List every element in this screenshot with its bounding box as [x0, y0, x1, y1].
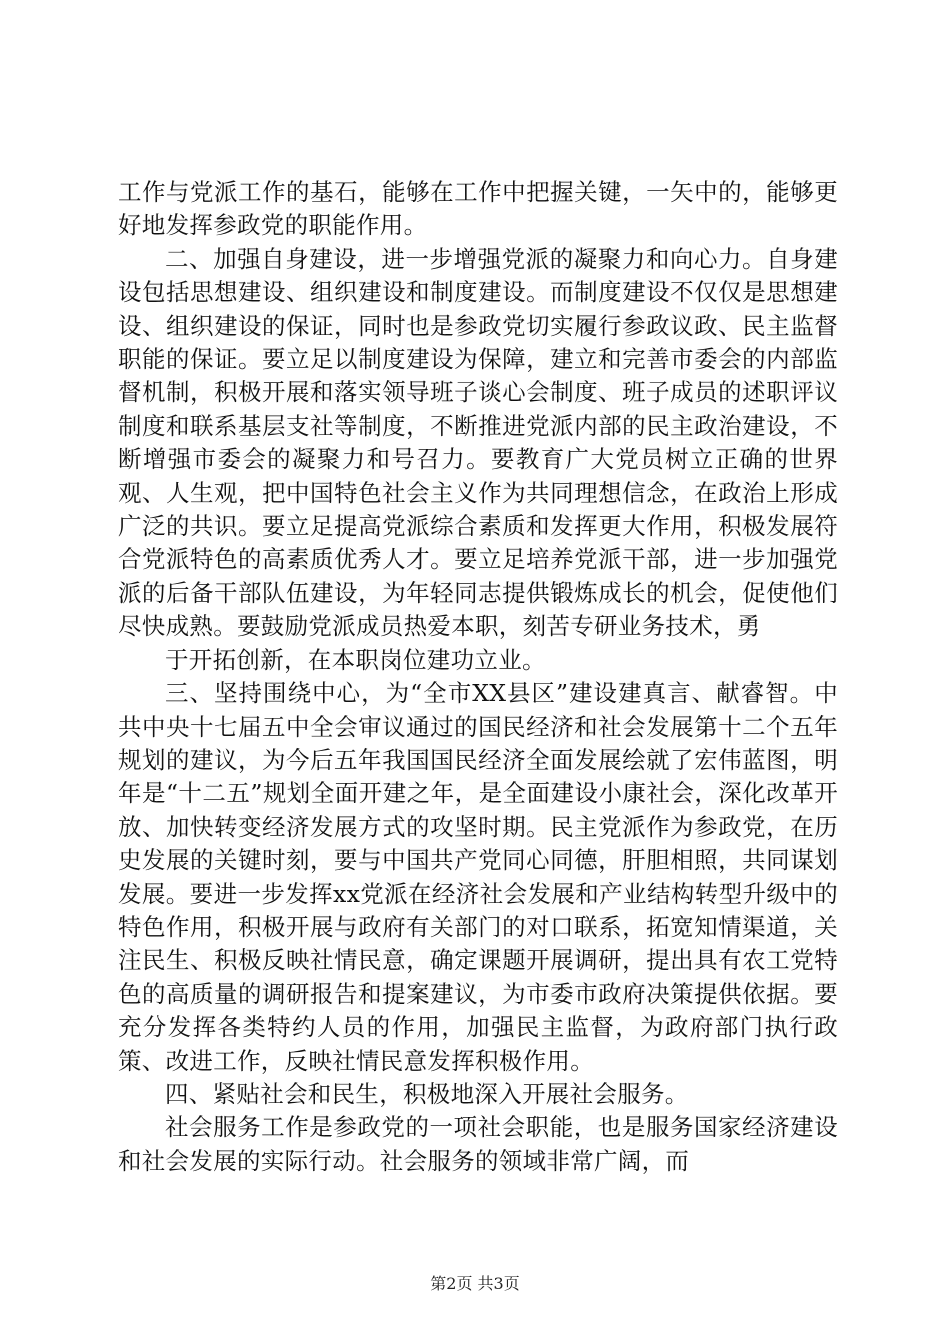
- page-number-footer: 第2页 共3页: [430, 1274, 520, 1293]
- paragraph-section-two-tail: 于开拓创新，在本职岗位建功立业。: [165, 645, 546, 674]
- paragraph-section-four: 社会服务工作是参政党的一项社会职能，也是服务国家经济建设和社会发展的实际行动。社会服务的领域非常广阔，而: [118, 1113, 838, 1175]
- paragraph-section-two: 二、加强自身建设，进一步增强党派的凝聚力和向心力。自身建设包括思想建设、组织建设和制度建设。而制度建设不仅仅是思想建设、组织建设的保证，同时也是参政党切实履行参政议政、民主监督职能的保证。要立足以制度建设为保障，建立和完善市委会的内部监督机制，积极开展和落实领导班子谈心会制度、班子成员的述职评议制度和联系基层支社等制度，不断推进党派内部的民主政治建设，不断增强市委会的凝聚力和号召力。要教育广大党员树立正确的世界观、人生观，把中国特色社会主义作为共同理想信念，在政治上形成广泛的共识。要立足提高党派综合素质和发挥更大作用，积极发展符合党派特色的高素质优秀人才。要立足培养党派干部，进一步加强党派的后备干部队伍建设，为年轻同志提供锻炼成长的机会，促使他们尽快成熟。要鼓励党派成员热爱本职，刻苦专研业务技术，勇: [118, 244, 838, 641]
- paragraph-section-three: 三、坚持围绕中心，为“全市XX县区”建设建真言、献睿智。中共中央十七届五中全会审议通过的国民经济和社会发展第十二个五年规划的建议，为今后五年我国国民经济全面发展绘就了宏伟蓝图，明年是“十二五”规划全面开建之年，是全面建设小康社会，深化改革开放、加快转变经济发展方式的攻坚时期。民主党派作为参政党，在历史发展的关键时刻，要与中国共产党同心同德，肝胆相照，共同谋划发展。要进一步发挥xx党派在经济社会发展和产业结构转型升级中的特色作用，积极开展与政府有关部门的对口联系，拓宽知情渠道，关注民生、积极反映社情民意，确定课题开展调研，提出具有农工党特色的高质量的调研报告和提案建议，为市委市政府决策提供依据。要充分发挥各类特约人员的作用，加强民主监督，为政府部门执行政策、改进工作，反映社情民意发挥积极作用。: [118, 679, 838, 1075]
- paragraph-continuation: 工作与党派工作的基石，能够在工作中把握关键，一矢中的，能够更好地发挥参政党的职能作用。: [118, 178, 838, 240]
- document-body: [118, 176, 838, 1178]
- heading-section-four: 四、紧贴社会和民生，积极地深入开展社会服务。: [165, 1079, 689, 1108]
